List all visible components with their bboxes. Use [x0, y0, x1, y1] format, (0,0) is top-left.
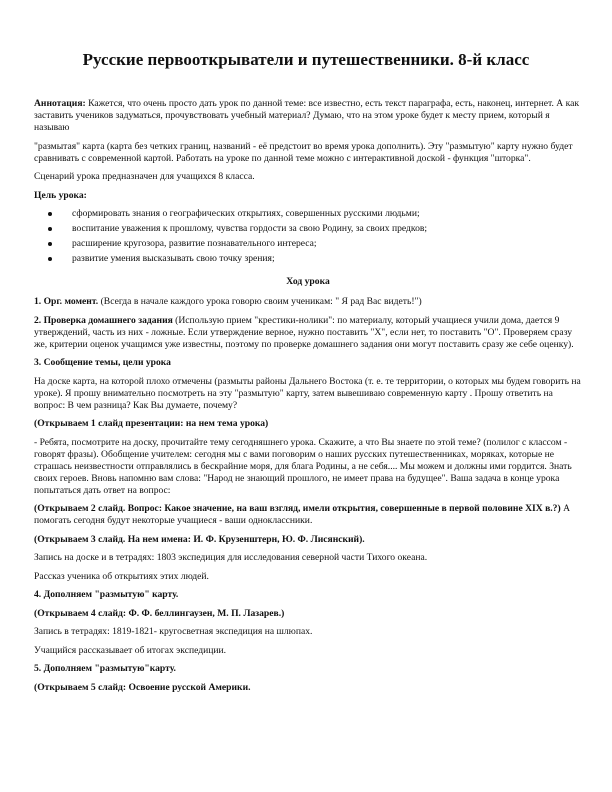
- scenario-paragraph: Сценарий урока предназначен для учащихся 8 класса.: [34, 171, 255, 182]
- goals-heading: Цель урока:: [34, 189, 87, 201]
- page-title: Русские первооткрыватели и путешественники. 8-й класс: [82, 50, 530, 69]
- slide3-note: (Открываем 3 слайд. На нем имена: И. Ф. Крузенштерн, Ю. Ф. Лисянский).: [34, 533, 365, 545]
- goals-list: [34, 208, 582, 265]
- step2-paragraph: [34, 315, 582, 351]
- list-item: расширение кругозора, развитие познавательного интереса;: [72, 238, 582, 250]
- step3-paragraph: На доске карта, на которой плохо отмечены (размыты районы Дальнего Востока (т. е. те территории, о которых мы будем говорить на уроке). Я прошу внимательно посмотреть на эту "размытую" карту, затем вывешиваю современную карту . Прошу ответить на вопрос: В чем разница? Как Вы думаете, почему?: [34, 375, 581, 411]
- intro-map-paragraph: "размытая" карта (карта без четких границ, названий - её предстоит во время урока дополнить). Эту "размытую" карту нужно будет сравнивать с современной картой. Работать на уроке по данной теме можно с интерактивной доской - функция "шторка".: [34, 140, 573, 164]
- slide4-note: (Открываем 4 слайд: Ф. Ф. беллингаузен, М. П. Лазарев.): [34, 607, 285, 619]
- step2-label: 2. Проверка домашнего задания: [34, 314, 173, 326]
- step1-label: 1. Орг. момент.: [34, 296, 99, 307]
- slide2-rest: А помогать сегодня будут некоторые учащиеся - ваши одноклассники.: [34, 503, 570, 526]
- student-story-paragraph: Рассказ ученика об открытиях этих людей.: [34, 570, 209, 582]
- slide5-note: (Открываем 5 слайд: Освоение русской Америки.: [34, 681, 251, 693]
- students-tell-paragraph: Учащийся рассказывает об итогах экспедиции.: [34, 644, 227, 656]
- discussion-paragraph: - Ребята, посмотрите на доску, прочитайте тему сегодняшнего урока. Скажите, а что Вы знаете по этой теме? (полилог с классом - говорят фразы). Обобщение учителем: сегодня мы с вами поговорим о наших русских путешественниках, моряках, которые не страшась неизвестности отправлялись в бескрайние моря, для блага Родины, а не себя.... Мы можем и должны ими гордится. Знать своих героев. Вновь напомню вам слова: "Народ не знающий прошлого, не имеет права на будущее". Ваша задача в конце урока попытаться дать ответ на вопрос:: [34, 436, 572, 496]
- step1-paragraph: [34, 296, 582, 308]
- notebook1-paragraph: Запись на доске и в тетрадях: 1803 экспедиция для исследования северной части Тихого океана.: [34, 552, 428, 563]
- annotation-text: Кажется, что очень просто дать урок по данной теме: все известно, есть текст параграфа, есть, наконец, интернет. А как заставить учеников задуматься, прочувствовать учебный материал? Думаю, что на этом уроке будет к месту прием, который я называю: [34, 98, 580, 133]
- step3-heading: 3. Сообщение темы, цели урока: [34, 357, 171, 368]
- bullet-icon: [48, 242, 52, 246]
- step2-text: (Использую прием "крестики-нолики": по материалу, который учащиеся учили дома, дается 9 утверждений, часть из них - ложные. Если утверждение верное, нужно поставить "Х", если нет, то поставить "О". Проверяем сразу же, критерии оценок учащимся уже известны, поэтому по проверке домашнего задания они могут поставить сразу же себе оценку).: [34, 314, 574, 350]
- slide2-paragraph: [34, 503, 582, 527]
- document-body: [34, 98, 582, 700]
- bullet-icon: [48, 227, 52, 231]
- annotation-label: Аннотация:: [34, 98, 86, 109]
- slide2-question: (Открываем 2 слайд. Вопрос: Какое значение, на ваш взгляд, имели открытия, совершенные в первой половине XIX в.?): [34, 503, 561, 514]
- list-item: воспитание уважения к прошлому, чувства гордости за свою Родину, за своих предков;: [72, 223, 582, 235]
- step5-heading: 5. Дополняем "размытую"карту.: [34, 663, 176, 674]
- course-heading: Ход урока: [286, 276, 330, 287]
- step4-heading: 4. Дополняем "размытую" карту.: [34, 589, 179, 600]
- notebook2-paragraph: Запись в тетрадях: 1819-1821- кругосветная экспедиция на шлюпах.: [34, 626, 313, 637]
- annotation-paragraph: [34, 98, 582, 134]
- bullet-icon: [48, 257, 52, 261]
- slide1-note: (Открываем 1 слайд презентации: на нем тема урока): [34, 418, 269, 429]
- bullet-icon: [48, 212, 52, 216]
- list-item: развитие умения высказывать свою точку зрения;: [72, 253, 582, 265]
- list-item: сформировать знания о географических открытиях, совершенных русскими людьми;: [72, 208, 582, 220]
- step1-text: (Всегда в начале каждого урока говорю своим ученикам: " Я рад Вас видеть!"): [98, 296, 422, 307]
